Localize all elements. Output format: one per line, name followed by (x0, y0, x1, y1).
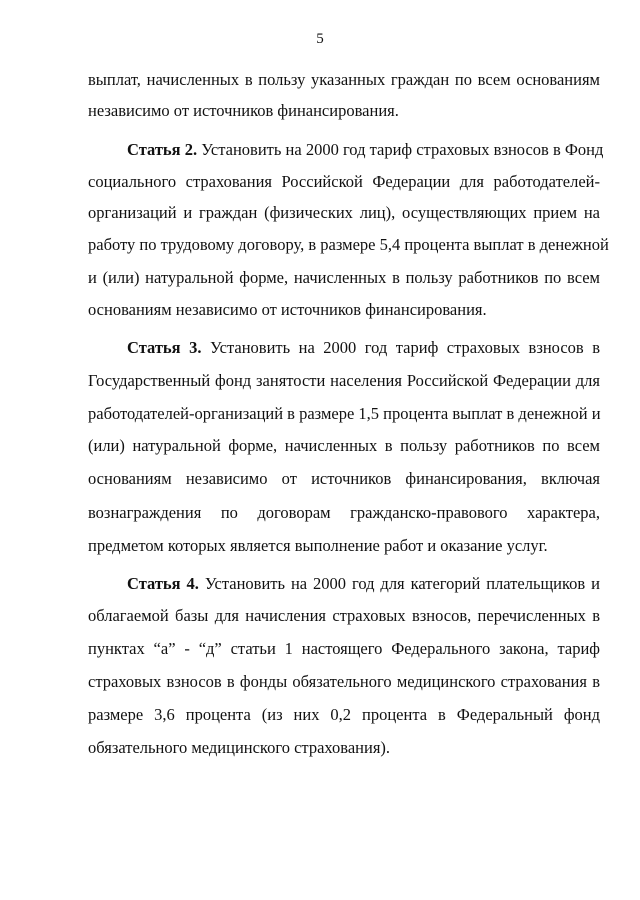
article-4-text: Установить на 2000 год для категорий плательщиков и (198, 574, 600, 593)
article-3-line-3: работодателей-организаций в размере 1,5 процента выплат в денежной и (88, 404, 601, 423)
article-3-text: Установить на 2000 год тариф страховых взносов в (201, 338, 600, 357)
article-3-line-7: предметом которых является выполнение работ и оказание услуг. (88, 536, 548, 555)
article-4-line-3: пунктах “а” - “д” статьи 1 настоящего Федерального закона, тариф (88, 639, 600, 658)
article-2-text: Установить на 2000 год тариф страховых взносов в Фонд (197, 140, 604, 159)
paragraph-1-line-1: выплат, начисленных в пользу указанных граждан по всем основаниям (88, 70, 600, 89)
article-4-line-4: страховых взносов в фонды обязательного медицинского страхования в (88, 672, 600, 691)
article-2-line-1 (127, 140, 604, 160)
article-4-line-1 (127, 574, 600, 594)
article-2-heading: Статья 2. (127, 140, 198, 159)
article-3-line-1 (127, 338, 600, 358)
article-3-line-5: основаниям независимо от источников финансирования, включая (88, 469, 600, 488)
article-3-line-4: (или) натуральной форме, начисленных в пользу работников по всем (88, 436, 600, 455)
article-2-line-6: основаниям независимо от источников финансирования. (88, 300, 487, 319)
article-4-line-2: облагаемой базы для начисления страховых взносов, перечисленных в (88, 606, 600, 625)
article-2-line-2: социального страхования Российской Федерации для работодателей- (88, 172, 600, 191)
article-4-heading: Статья 4. (127, 574, 199, 593)
paragraph-1-line-2: независимо от источников финансирования. (88, 101, 399, 120)
article-2-line-5: и (или) натуральной форме, начисленных в пользу работников по всем (88, 268, 600, 287)
article-3-line-2: Государственный фонд занятости населения Российской Федерации для (88, 371, 600, 390)
page-number: 5 (316, 31, 324, 47)
article-2-line-3: организаций и граждан (физических лиц), осуществляющих прием на (88, 203, 600, 222)
article-4-line-5: размере 3,6 процента (из них 0,2 процента в Федеральный фонд (88, 705, 600, 724)
article-3-line-6: вознаграждения по договорам гражданско-правового характера, (88, 503, 600, 522)
article-4-line-6: обязательного медицинского страхования). (88, 738, 391, 757)
article-3-heading: Статья 3. (127, 338, 202, 357)
article-2-line-4: работу по трудовому договору, в размере 5,4 процента выплат в денежной (88, 235, 609, 254)
